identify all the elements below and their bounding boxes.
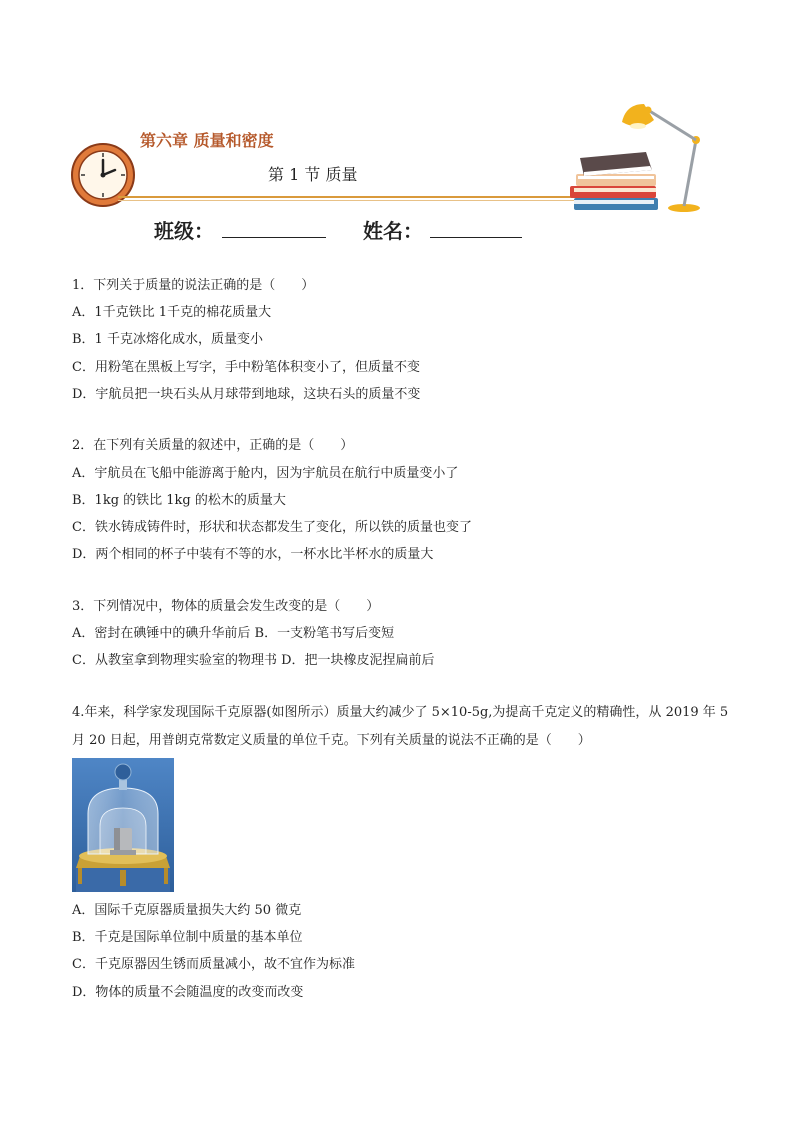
name-label: 姓名： — [363, 219, 423, 243]
desk-lamp-icon — [618, 92, 708, 214]
chapter-title: 第六章 质量和密度 — [140, 131, 274, 150]
question-2-option-d[interactable]: D．两个相同的杯子中装有不等的水，一杯水比半杯水的质量大 — [72, 547, 434, 562]
question-3-options-ab[interactable]: A．密封在碘锤中的碘升华前后 B．一支粉笔书写后变短 — [72, 626, 395, 641]
question-1-option-a[interactable]: A．1千克铁比 1千克的棉花质量大 — [72, 305, 272, 320]
question-3-stem: 3．下列情况中，物体的质量会发生改变的是（ ） — [72, 599, 380, 614]
name-field[interactable] — [430, 215, 522, 238]
question-2-option-a[interactable]: A．宇航员在飞船中能游离于舱内，因为宇航员在航行中质量变小了 — [72, 466, 459, 481]
question-4-option-b[interactable]: B．千克是国际单位制中质量的基本单位 — [72, 930, 303, 945]
question-2-option-b[interactable]: B．1kg 的铁比 1kg 的松木的质量大 — [72, 493, 286, 508]
question-4-option-a[interactable]: A．国际千克原器质量损失大约 50 微克 — [72, 903, 302, 918]
section-title: 第 1 节 质量 — [268, 165, 358, 184]
question-2-stem: 2．在下列有关质量的叙述中，正确的是（ ） — [72, 438, 354, 453]
question-1-option-c[interactable]: C．用粉笔在黑板上写字，手中粉笔体积变小了，但质量不变 — [72, 360, 420, 375]
question-4-option-d[interactable]: D．物体的质量不会随温度的改变而改变 — [72, 985, 304, 1000]
class-field[interactable] — [222, 215, 326, 238]
question-3-options-cd[interactable]: C．从教室拿到物理实验室的物理书 D．把一块橡皮泥捏扁前后 — [72, 653, 435, 668]
question-1-option-b[interactable]: B．1 千克冰熔化成水，质量变小 — [72, 332, 263, 347]
question-1-stem: 1．下列关于质量的说法正确的是（ ） — [72, 278, 315, 293]
question-1-option-d[interactable]: D．宇航员把一块石头从月球带到地球，这块石头的质量不变 — [72, 387, 421, 402]
class-label: 班级： — [154, 219, 214, 243]
question-4-option-c[interactable]: C．千克原器因生锈而质量减小，故不宜作为标准 — [72, 957, 355, 972]
header-divider-thin — [118, 200, 590, 201]
question-2-option-c[interactable]: C．铁水铸成铸件时，形状和状态都发生了变化，所以铁的质量也变了 — [72, 520, 472, 535]
header-divider — [118, 196, 590, 198]
question-4-stem: 4.年来，科学家发现国际千克原器(如图所示）质量大约减少了 5×10-5g,为提高千克定义的精确性，从 2019 年 5 月 20 日起，用普朗克常数定义质量的单位千克。下列有关质量的说法不正确的是（ ） — [72, 705, 729, 748]
kilogram-prototype-photo — [72, 758, 174, 892]
